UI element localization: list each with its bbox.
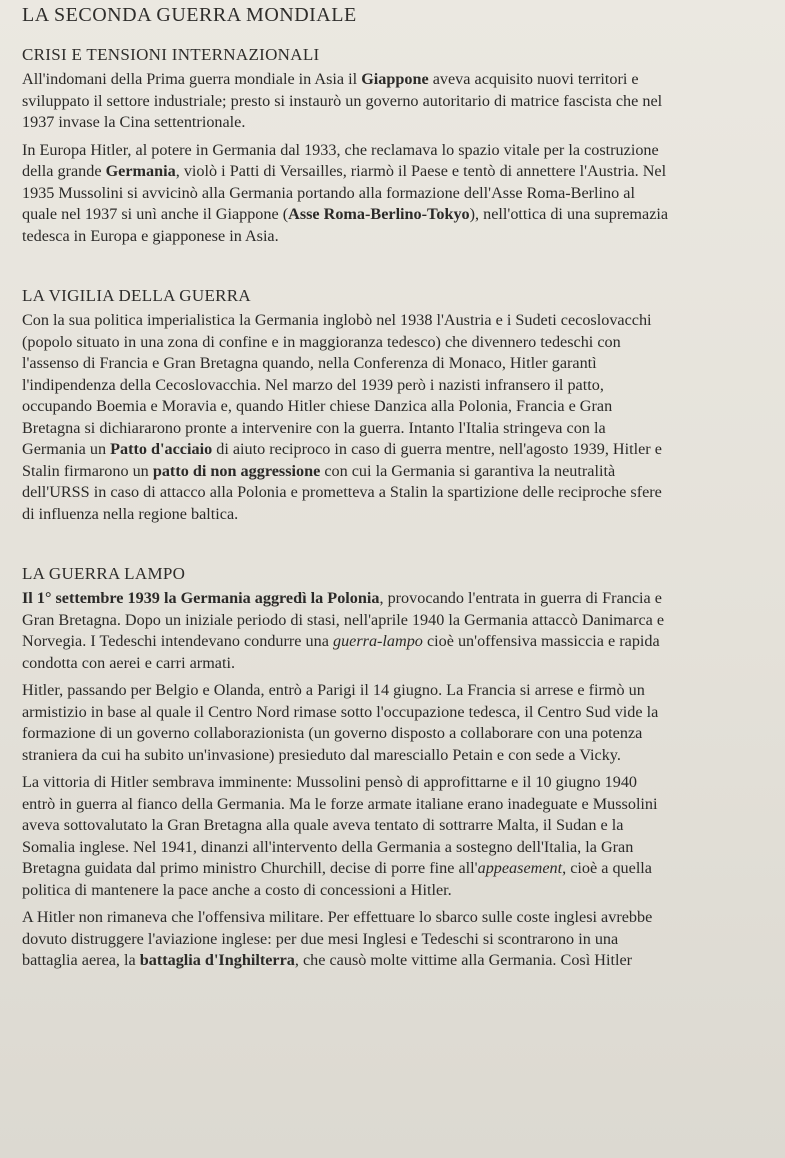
paragraph (22, 680, 781, 766)
text-line: armistizio in base al quale il Centro Nord rimase sotto l'occupazione tedesca, il Centro Sud vide la (22, 702, 659, 721)
paragraph (22, 310, 781, 525)
text-line: Gran Bretagna. Dopo un iniziale periodo di stasi, nell'aprile 1940 la Germania attaccò Danimarca e (22, 610, 665, 629)
paragraph (22, 140, 781, 248)
text-line: formazione di un governo collaborazionista (un governo disposto a collaborare con una potenza (22, 724, 643, 742)
text-line: 1937 invase la Cina settentrionale. (22, 113, 246, 131)
paragraph (22, 69, 781, 134)
paragraph (22, 588, 781, 674)
text-line: In Europa Hitler, al potere in Germania dal 1933, che reclamava lo spazio vitale per la costruzione (22, 140, 659, 159)
text-line: A Hitler non rimaneva che l'offensiva militare. Per effettuare lo sbarco sulle coste inglesi avrebbe (22, 908, 653, 926)
text-line: dovuto distruggere l'aviazione inglese: per due mesi Inglesi e Tedeschi si scontrarono in una (22, 929, 619, 948)
text-line: occupando Boemia e Moravia e, quando Hitler chiese Danzica alla Polonia, Francia e Gran (22, 397, 613, 415)
text-line: battaglia aerea, la battaglia d'Inghilterra, che causò molte vittime alla Germania. Così Hitler (22, 951, 633, 969)
text-line: straniera da cui ha subito un'invasione) presieduto dal maresciallo Petain e con sede a Vicky. (22, 745, 621, 764)
section-heading: LA VIGILIA DELLA GUERRA (22, 286, 251, 305)
section-heading: CRISI E TENSIONI INTERNAZIONALI (22, 45, 320, 64)
text-line: condotta con aerei e carri armati. (22, 653, 236, 672)
text-line: Hitler, passando per Belgio e Olanda, entrò a Parigi il 14 giugno. La Francia si arrese e firmò un (22, 681, 645, 699)
document-body (22, 45, 781, 972)
text-line: sviluppato il settore industriale; presto si instaurò un governo autoritario di matrice fascista che nel (22, 91, 663, 110)
section-heading: LA GUERRA LAMPO (22, 564, 186, 583)
text-line: l'indipendenza della Cecoslovacchia. Nel marzo del 1939 però i nazisti infransero il patto, (22, 375, 604, 394)
text-line: Il 1° settembre 1939 la Germania aggredì la Polonia, provocando l'entrata in guerra di Francia e (22, 589, 662, 607)
text-line: di influenza nella regione baltica. (22, 504, 239, 523)
text-line: Norvegia. I Tedeschi intendevano condurre una guerra-lampo cioè un'offensiva massiccia e rapida (22, 632, 660, 650)
paragraph (22, 907, 781, 972)
text-line: Con la sua politica imperialistica la Germania inglobò nel 1938 l'Austria e i Sudeti cecoslovacchi (22, 311, 652, 329)
section-spacer (22, 531, 781, 564)
text-line: All'indomani della Prima guerra mondiale in Asia il Giappone aveva acquisito nuovi territori e (22, 70, 639, 88)
text-line: entrò in guerra al fianco della Germania. Ma le forze armate italiane erano inadeguate e Mussolini (22, 794, 658, 813)
text-line: l'assenso di Francia e Gran Bretagna quando, nella Conferenza di Monaco, Hitler garantì (22, 354, 597, 372)
text-line: Somalia inglese. Nel 1941, dinanzi all'intervento della Germania a sostegno dell'Italia, la Gran (22, 837, 634, 856)
text-line: dell'URSS in caso di attacco alla Polonia e prometteva a Stalin la spartizione delle reciproche sfere (22, 483, 662, 501)
text-line: Bretagna si dichiararono pronte a intervenire con la guerra. Intanto l'Italia stringeva con la (22, 418, 606, 437)
text-line: aveva sottovalutato la Gran Bretagna alla quale aveva tentato di sottrarre Malta, il Sudan e la (22, 816, 624, 834)
text-line: della grande Germania, violò i Patti di Versailles, riarmò il Paese e tentò di annettere l'Austria. Nel (22, 162, 667, 180)
text-line: (popolo situato in una zona di confine e in maggioranza tedesco) che divennero tedeschi con (22, 332, 621, 351)
text-line: Stalin firmarono un patto di non aggressione con cui la Germania si garantiva la neutralità (22, 461, 616, 480)
text-line: Germania un Patto d'acciaio di aiuto reciproco in caso di guerra mentre, nell'agosto 1939, Hitler e (22, 440, 662, 458)
text-line: Bretagna guidata dal primo ministro Churchill, decise di porre fine all'appeasement, cioè a quella (22, 859, 652, 877)
text-line: La vittoria di Hitler sembrava imminente: Mussolini pensò di approfittarne e il 10 giugno 1940 (22, 773, 638, 791)
section-spacer (22, 253, 781, 286)
text-line: politica di mantenere la pace anche a costo di concessioni a Hitler. (22, 880, 452, 899)
document-title: LA SECONDA GUERRA MONDIALE (22, 4, 357, 26)
text-line: tedesca in Europa e giapponese in Asia. (22, 226, 279, 245)
paragraph (22, 772, 781, 901)
text-line: 1935 Mussolini si avvicinò alla Germania portando alla formazione dell'Asse Roma-Berlino al (22, 183, 635, 202)
text-line: quale nel 1937 si unì anche il Giappone (Asse Roma-Berlino-Tokyo), nell'ottica di una supremazia (22, 205, 669, 223)
